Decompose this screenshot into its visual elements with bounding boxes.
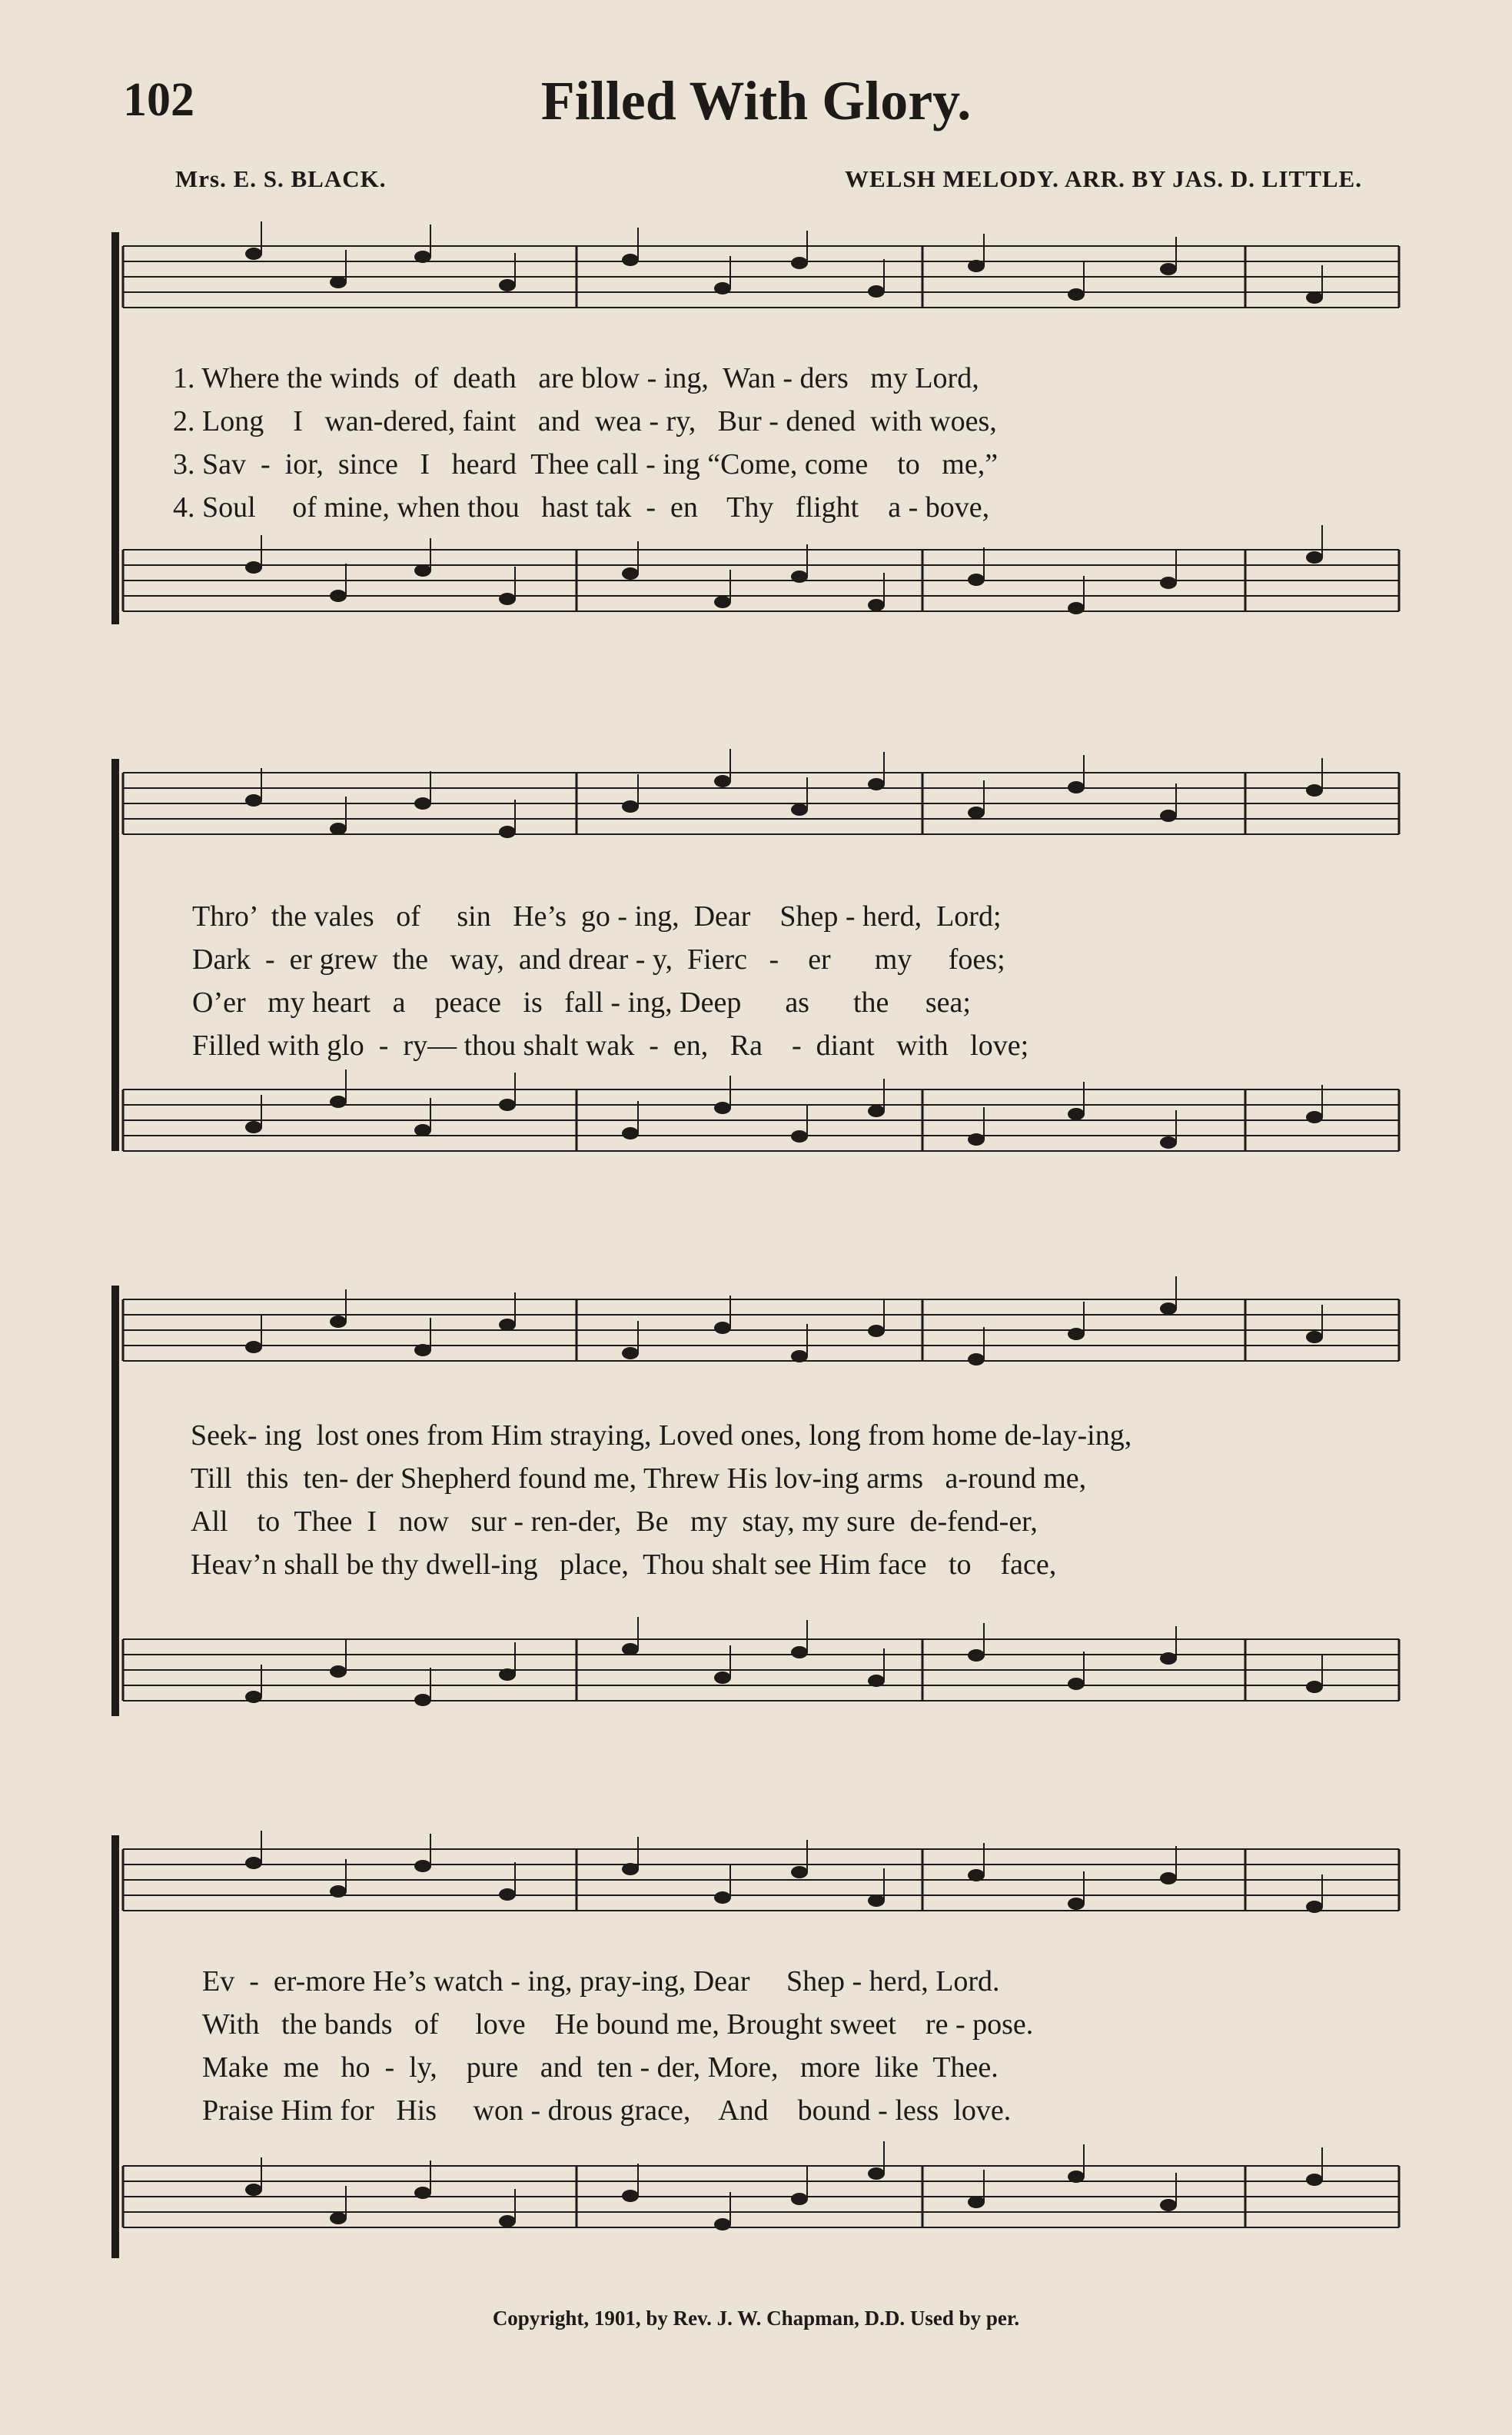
note-head — [330, 2212, 347, 2224]
note-head — [791, 570, 808, 583]
note-head — [414, 797, 431, 810]
note-head — [414, 1344, 431, 1356]
note-head — [499, 1319, 516, 1331]
note-head — [414, 1860, 431, 1872]
note-head — [622, 567, 639, 580]
note-head — [968, 1133, 985, 1146]
note-head — [968, 1649, 985, 1662]
note-head — [622, 254, 639, 266]
note-head — [414, 1694, 431, 1706]
lyricist-credit: Mrs. E. S. BLACK. — [175, 165, 387, 192]
note-head — [1160, 577, 1177, 589]
note-head — [968, 260, 985, 272]
note-head — [1160, 263, 1177, 275]
note-head — [968, 574, 985, 586]
verse-4-line: Heav’n shall be thy dwell-ing place, Thou shalt see Him face to face, — [191, 1548, 1057, 1581]
note-head — [1068, 1328, 1085, 1340]
note-head — [868, 1894, 885, 1907]
verse-3-line: All to Thee I now sur - ren-der, Be my stay, my sure de-fend-er, — [191, 1505, 1038, 1538]
composer-credit: WELSH MELODY. ARR. BY JAS. D. LITTLE. — [845, 165, 1362, 192]
hymn-title: Filled With Glory. — [540, 70, 972, 131]
note-head — [968, 1353, 985, 1366]
note-head — [868, 1325, 885, 1337]
note-head — [791, 2193, 808, 2205]
note-head — [1306, 1331, 1323, 1343]
note-head — [791, 803, 808, 816]
note-head — [714, 1672, 731, 1684]
bass-staff — [123, 1632, 1399, 1712]
note-head — [1068, 781, 1085, 793]
treble-staff — [123, 1292, 1399, 1372]
note-head — [1306, 291, 1323, 304]
copyright-notice: Copyright, 1901, by Rev. J. W. Chapman, D.D. Used by per. — [492, 2307, 1020, 2330]
note-head — [330, 590, 347, 602]
verse-4-line: Filled with glo - ry— thou shalt wak - en, Ra - diant with love; — [192, 1030, 1029, 1062]
note-head — [968, 2196, 985, 2208]
note-head — [714, 1102, 731, 1114]
note-head — [622, 1127, 639, 1139]
note-head — [791, 1350, 808, 1362]
note-head — [1160, 810, 1177, 822]
bass-staff — [123, 1082, 1399, 1163]
note-head — [245, 1857, 262, 1869]
verse-1-line: Thro’ the vales of sin He’s go - ing, Dear Shep - herd, Lord; — [192, 900, 1002, 933]
note-head — [499, 279, 516, 291]
note-head — [1160, 1302, 1177, 1315]
note-head — [245, 561, 262, 574]
note-head — [1306, 2174, 1323, 2186]
note-head — [1160, 1136, 1177, 1149]
system-bracket — [111, 759, 119, 1151]
treble-staff — [123, 1841, 1399, 1922]
note-head — [868, 1105, 885, 1117]
note-head — [868, 2167, 885, 2180]
note-head — [791, 1646, 808, 1658]
treble-staff-lines — [123, 1292, 1399, 1372]
note-head — [1068, 602, 1085, 614]
note-head — [1068, 1108, 1085, 1120]
note-head — [1306, 1111, 1323, 1123]
note-head — [622, 1643, 639, 1655]
note-head — [868, 1675, 885, 1687]
note-head — [330, 1885, 347, 1898]
note-head — [714, 596, 731, 608]
note-head — [330, 276, 347, 288]
note-head — [714, 282, 731, 294]
note-head — [1306, 551, 1323, 564]
bass-staff — [123, 542, 1399, 623]
music-system-3 — [111, 1276, 1411, 1722]
note-head — [622, 2190, 639, 2202]
note-head — [414, 2187, 431, 2199]
note-head — [968, 807, 985, 819]
verse-1-line: 1. Where the winds of death are blow - ing, Wan - ders my Lord, — [173, 362, 979, 394]
note-head — [245, 794, 262, 807]
note-head — [499, 1099, 516, 1111]
note-head — [1068, 1898, 1085, 1910]
note-head — [714, 1891, 731, 1904]
note-head — [1160, 2199, 1177, 2211]
note-head — [868, 778, 885, 790]
note-head — [245, 1341, 262, 1353]
verse-4-line: Praise Him for His won - drous grace, And bound - less love. — [202, 2094, 1012, 2127]
verse-2-line: 2. Long I wan-dered, faint and wea - ry, Bur - dened with woes, — [173, 405, 997, 437]
note-head — [714, 775, 731, 787]
note-head — [1306, 784, 1323, 797]
note-head — [414, 564, 431, 577]
note-head — [1306, 1901, 1323, 1913]
note-head — [622, 1863, 639, 1875]
note-head — [1160, 1872, 1177, 1884]
verse-3-line: 3. Sav - ior, since I heard Thee call - ing “Come, come to me,” — [173, 448, 999, 481]
note-head — [499, 2215, 516, 2227]
note-head — [714, 2218, 731, 2230]
note-head — [622, 800, 639, 813]
note-head — [868, 285, 885, 298]
bass-staff-lines — [123, 542, 1399, 623]
system-bracket — [111, 232, 119, 624]
note-head — [791, 1130, 808, 1143]
note-head — [714, 1322, 731, 1334]
treble-staff-lines — [123, 765, 1399, 846]
note-head — [1160, 1652, 1177, 1665]
note-head — [1068, 288, 1085, 301]
note-head — [414, 251, 431, 263]
bass-staff-lines — [123, 2158, 1399, 2239]
note-head — [622, 1347, 639, 1359]
music-system-2 — [111, 750, 1411, 1165]
note-head — [499, 1888, 516, 1901]
verse-1-line: Ev - er-more He’s watch - ing, pray-ing, Dear Shep - herd, Lord. — [202, 1965, 1000, 1998]
note-head — [1306, 1681, 1323, 1693]
note-head — [245, 1121, 262, 1133]
note-head — [868, 599, 885, 611]
treble-staff — [123, 765, 1399, 846]
note-head — [330, 1096, 347, 1108]
verse-3-line: Make me ho - ly, pure and ten - der, More, more like Thee. — [202, 2051, 999, 2084]
note-head — [245, 1691, 262, 1703]
verse-2-line: Till this ten- der Shepherd found me, Threw His lov-ing arms a-round me, — [191, 1462, 1087, 1495]
note-head — [330, 823, 347, 835]
note-head — [330, 1665, 347, 1678]
note-head — [245, 2184, 262, 2196]
bass-staff — [123, 2158, 1399, 2239]
treble-staff — [123, 238, 1399, 319]
note-head — [414, 1124, 431, 1136]
note-head — [968, 1869, 985, 1881]
verse-4-line: 4. Soul of mine, when thou hast tak - en Thy flight a - bove, — [173, 491, 990, 524]
note-head — [1068, 1678, 1085, 1690]
verse-1-line: Seek- ing lost ones from Him straying, Loved ones, long from home de-lay-ing, — [191, 1419, 1132, 1452]
verse-3-line: O’er my heart a peace is fall - ing, Deep as the sea; — [192, 986, 971, 1019]
music-system-1 — [111, 223, 1411, 638]
treble-staff-lines — [123, 238, 1399, 319]
bass-staff-lines — [123, 1082, 1399, 1163]
note-head — [330, 1316, 347, 1328]
verse-2-line: Dark - er grew the way, and drear - y, Fierc - er my foes; — [192, 943, 1005, 976]
note-head — [499, 826, 516, 838]
note-head — [499, 593, 516, 605]
bass-staff-lines — [123, 1632, 1399, 1712]
note-head — [791, 257, 808, 269]
music-system-4 — [111, 1826, 1411, 2272]
note-head — [1068, 2171, 1085, 2183]
treble-staff-lines — [123, 1841, 1399, 1922]
note-head — [791, 1866, 808, 1878]
note-head — [245, 248, 262, 260]
system-bracket — [111, 1286, 119, 1716]
note-head — [499, 1668, 516, 1681]
verse-2-line: With the bands of love He bound me, Brought sweet re - pose. — [202, 2008, 1034, 2041]
system-bracket — [111, 1835, 119, 2258]
page-number: 102 — [123, 74, 194, 126]
